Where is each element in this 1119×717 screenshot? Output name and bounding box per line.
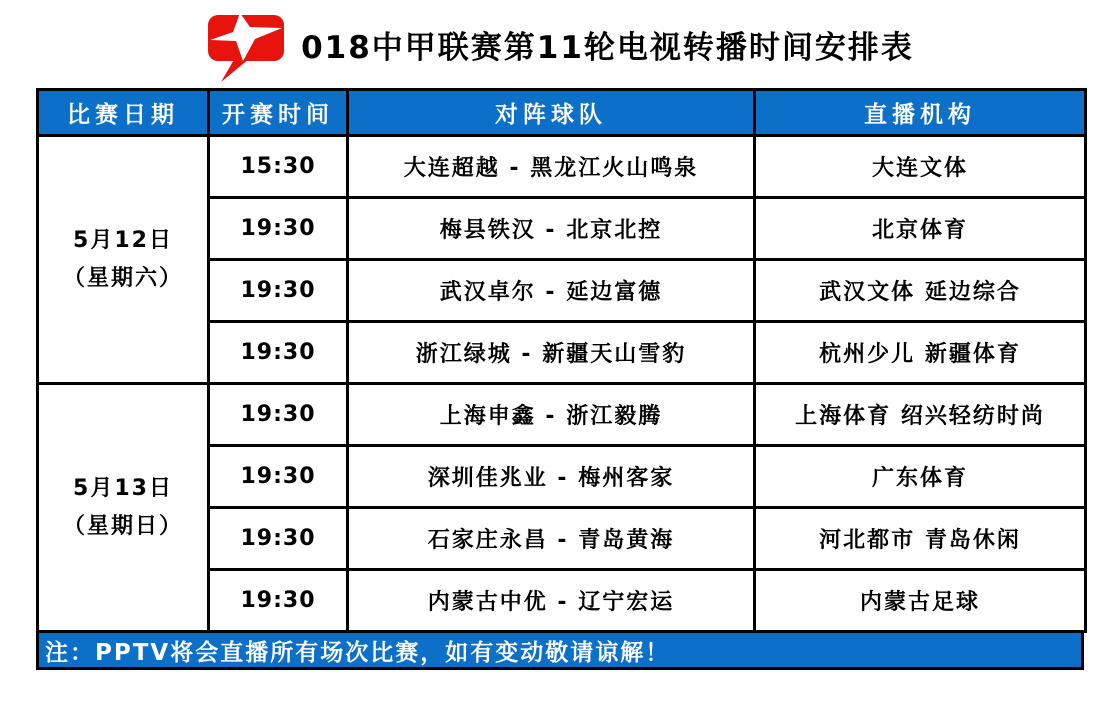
footer-note: 注：PPTV将会直播所有场次比赛，如有变动敬请谅解！ (36, 630, 1084, 670)
date-line1: 5月12日 (73, 228, 173, 254)
teams-cell: 深圳佳兆业 - 梅州客家 (348, 446, 755, 508)
date-cell-sun (38, 384, 209, 632)
date-line2: （星期日） (62, 513, 183, 539)
pptv-logo-icon (205, 8, 287, 82)
broadcaster-cell: 北京体育 (755, 198, 1086, 260)
table-row (38, 136, 1086, 198)
teams-cell: 大连超越 - 黑龙江火山鸣泉 (348, 136, 755, 198)
time-cell: 19:30 (209, 384, 348, 446)
teams-cell: 石家庄永昌 - 青岛黄海 (348, 508, 755, 570)
teams-cell: 浙江绿城 - 新疆天山雪豹 (348, 322, 755, 384)
time-cell: 19:30 (209, 508, 348, 570)
time-cell: 19:30 (209, 198, 348, 260)
date-line1: 5月13日 (73, 476, 173, 502)
time-cell: 19:30 (209, 260, 348, 322)
header-start-time: 开赛时间 (209, 90, 348, 136)
date-cell-sat (38, 136, 209, 384)
teams-cell: 上海申鑫 - 浙江毅腾 (348, 384, 755, 446)
broadcaster-cell: 河北都市 青岛休闲 (755, 508, 1086, 570)
header-row (38, 90, 1086, 136)
header-match-date: 比赛日期 (38, 90, 209, 136)
time-cell: 19:30 (209, 322, 348, 384)
time-cell: 15:30 (209, 136, 348, 198)
teams-cell: 梅县铁汉 - 北京北控 (348, 198, 755, 260)
broadcaster-cell: 大连文体 (755, 136, 1086, 198)
header-teams: 对阵球队 (348, 90, 755, 136)
teams-cell: 武汉卓尔 - 延边富德 (348, 260, 755, 322)
broadcaster-cell: 内蒙古足球 (755, 570, 1086, 632)
broadcaster-cell: 杭州少儿 新疆体育 (755, 322, 1086, 384)
time-cell: 19:30 (209, 446, 348, 508)
broadcaster-cell: 广东体育 (755, 446, 1086, 508)
time-cell: 19:30 (209, 570, 348, 632)
header-broadcaster: 直播机构 (755, 90, 1086, 136)
table-row (38, 384, 1086, 446)
broadcaster-cell: 上海体育 绍兴轻纺时尚 (755, 384, 1086, 446)
date-line2: （星期六） (62, 265, 183, 291)
page-title: 018中甲联赛第11轮电视转播时间安排表 (301, 29, 914, 66)
broadcaster-cell: 武汉文体 延边综合 (755, 260, 1086, 322)
title-bar (0, 0, 1119, 88)
broadcast-schedule-table (36, 88, 1087, 633)
teams-cell: 内蒙古中优 - 辽宁宏运 (348, 570, 755, 632)
